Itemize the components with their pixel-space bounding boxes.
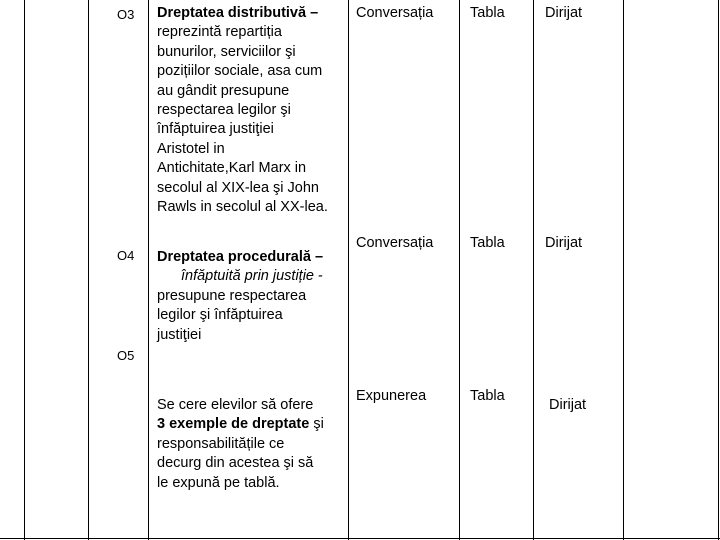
content-text: şi bbox=[309, 416, 324, 433]
content-line: Aristotel in bbox=[157, 140, 225, 157]
content-line: pozițiilor sociale, asa cum bbox=[157, 63, 323, 80]
content-cell bbox=[157, 4, 328, 217]
content-line: presupune respectarea bbox=[157, 287, 307, 304]
content-line: decurg din acestea şi să bbox=[157, 455, 314, 472]
content-bold: 3 exemple de dreptate bbox=[157, 416, 310, 433]
evaluation-cell: Dirijat bbox=[549, 397, 587, 413]
content-title: Dreptatea procedurală – bbox=[157, 249, 324, 265]
table-border bbox=[148, 0, 149, 540]
content-line: responsabilitățile ce bbox=[157, 435, 285, 452]
content-line: Se cere elevilor să ofere bbox=[157, 397, 314, 413]
method-cell: Conversația bbox=[356, 5, 434, 21]
table-border bbox=[623, 0, 624, 540]
content-line: Rawls in secolul al XX-lea. bbox=[157, 199, 328, 216]
objective-code: O3 bbox=[117, 7, 135, 22]
resource-cell: Tabla bbox=[470, 388, 505, 404]
objective-code: O4 bbox=[117, 248, 135, 263]
content-line: au gândit presupune bbox=[157, 82, 290, 99]
resource-cell: Tabla bbox=[470, 5, 505, 21]
table-border-right bbox=[718, 0, 719, 540]
content-line: justiţiei bbox=[157, 326, 202, 343]
content-italic: înfăptuită prin justiție bbox=[181, 268, 314, 285]
table-border bbox=[533, 0, 534, 540]
content-line: înfăptuirea justiţiei bbox=[157, 121, 274, 138]
content-line: legilor şi înfăptuirea bbox=[157, 307, 283, 324]
content-cell bbox=[157, 396, 324, 493]
table-border bbox=[459, 0, 460, 540]
table-border-bottom bbox=[0, 538, 720, 539]
evaluation-cell: Dirijat bbox=[545, 235, 583, 251]
table-border bbox=[348, 0, 349, 540]
content-line: secolul al XIX-lea şi John bbox=[157, 179, 319, 196]
content-text: - bbox=[314, 268, 323, 285]
method-cell: Conversația bbox=[356, 235, 434, 251]
method-cell: Expunerea bbox=[356, 388, 427, 404]
content-cell bbox=[157, 248, 323, 345]
table-border bbox=[88, 0, 89, 540]
content-line: bunurilor, serviciilor şi bbox=[157, 43, 296, 60]
resource-cell: Tabla bbox=[470, 235, 505, 251]
content-title: Dreptatea distributivă – bbox=[157, 5, 319, 21]
evaluation-cell: Dirijat bbox=[545, 5, 583, 21]
content-line: Antichitate,Karl Marx in bbox=[157, 160, 307, 177]
content-line: le expună pe tablă. bbox=[157, 474, 280, 491]
objective-code: O5 bbox=[117, 348, 135, 363]
content-line: respectarea legilor şi bbox=[157, 102, 291, 119]
table-border-left bbox=[24, 0, 25, 540]
content-line: reprezintă repartiția bbox=[157, 24, 282, 41]
